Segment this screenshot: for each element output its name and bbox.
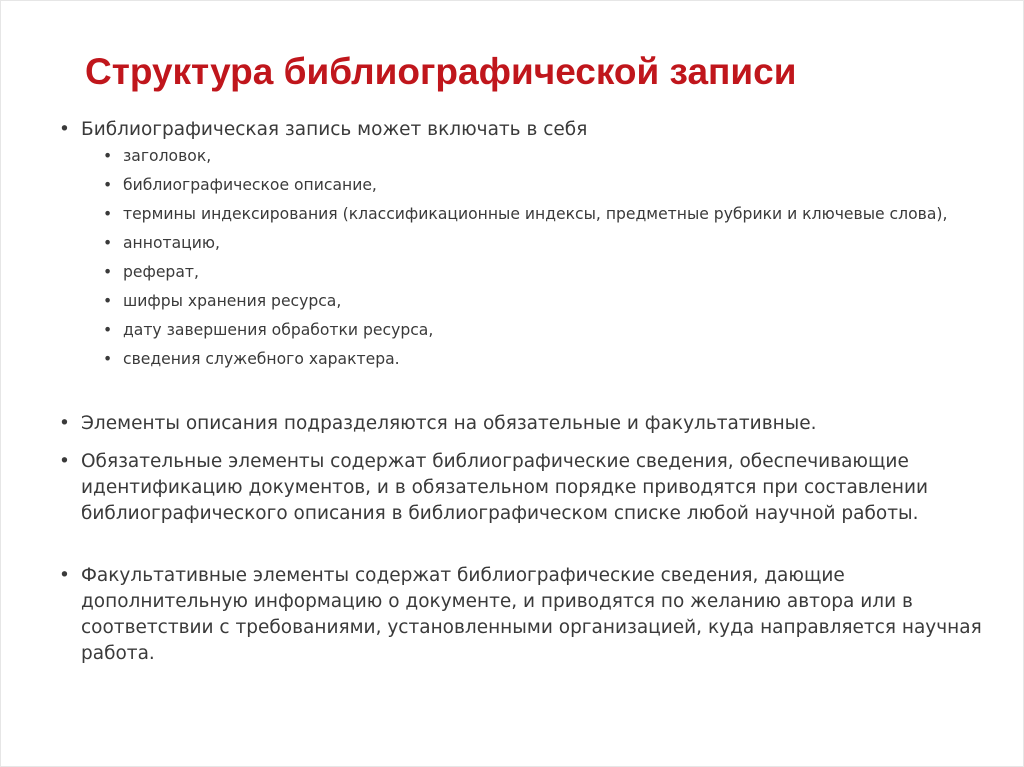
sub-item-text: заголовок, [123,147,212,165]
slide-title: Структура библиографической записи [85,51,797,92]
bullet-paragraph-text: Факультативные элементы содержат библиографические сведения, дающие дополнительную информацию о документе, и приводятся по желанию автора или в соответствии с требованиями, установленными организацией, куда направляется научная работа. [81,565,982,664]
bullet-paragraph [59,563,984,667]
sub-bullet-marker: • [103,292,113,310]
sub-item [81,234,984,253]
bullet-intro-text: Библиографическая запись может включать в себя [81,119,588,140]
bullet-paragraph-text: Обязательные элементы содержат библиографические сведения, обеспечивающие идентификацию документов, и в обязательном порядке приводятся при составлении библиографического описания в библиографическом списке любой научной работы. [81,451,929,524]
sub-bullet-marker: • [103,147,113,165]
bullet-intro [59,117,984,369]
slide-content [59,117,984,667]
sub-item [81,321,984,340]
sub-item-text: сведения служебного характера. [123,350,400,368]
sub-item-text: термины индексирования (классификационные индексы, предметные рубрики и ключевые слова), [123,205,948,223]
bullet-marker: • [59,413,70,434]
sub-bullet-marker: • [103,176,113,194]
sub-item-text: шифры хранения ресурса, [123,292,342,310]
sub-item [81,205,984,224]
sub-item [81,147,984,166]
sub-item [81,292,984,311]
sub-bullet-marker: • [103,205,113,223]
bullet-paragraph-text: Элементы описания подразделяются на обязательные и факультативные. [81,413,817,434]
bullet-paragraph [59,411,984,437]
sub-bullet-marker: • [103,321,113,339]
sub-item [81,176,984,195]
sub-bullet-marker: • [103,263,113,281]
sub-item-text: реферат, [123,263,199,281]
sub-item [81,350,984,369]
bullet-marker: • [59,565,70,586]
bullet-marker: • [59,451,70,472]
sub-item-text: аннотацию, [123,234,220,252]
sub-item [81,263,984,282]
bullet-paragraph [59,449,984,527]
sub-item-text: библиографическое описание, [123,176,377,194]
sub-item-text: дату завершения обработки ресурса, [123,321,434,339]
sub-list [81,147,984,369]
bullet-marker: • [59,119,70,140]
sub-bullet-marker: • [103,350,113,368]
sub-bullet-marker: • [103,234,113,252]
